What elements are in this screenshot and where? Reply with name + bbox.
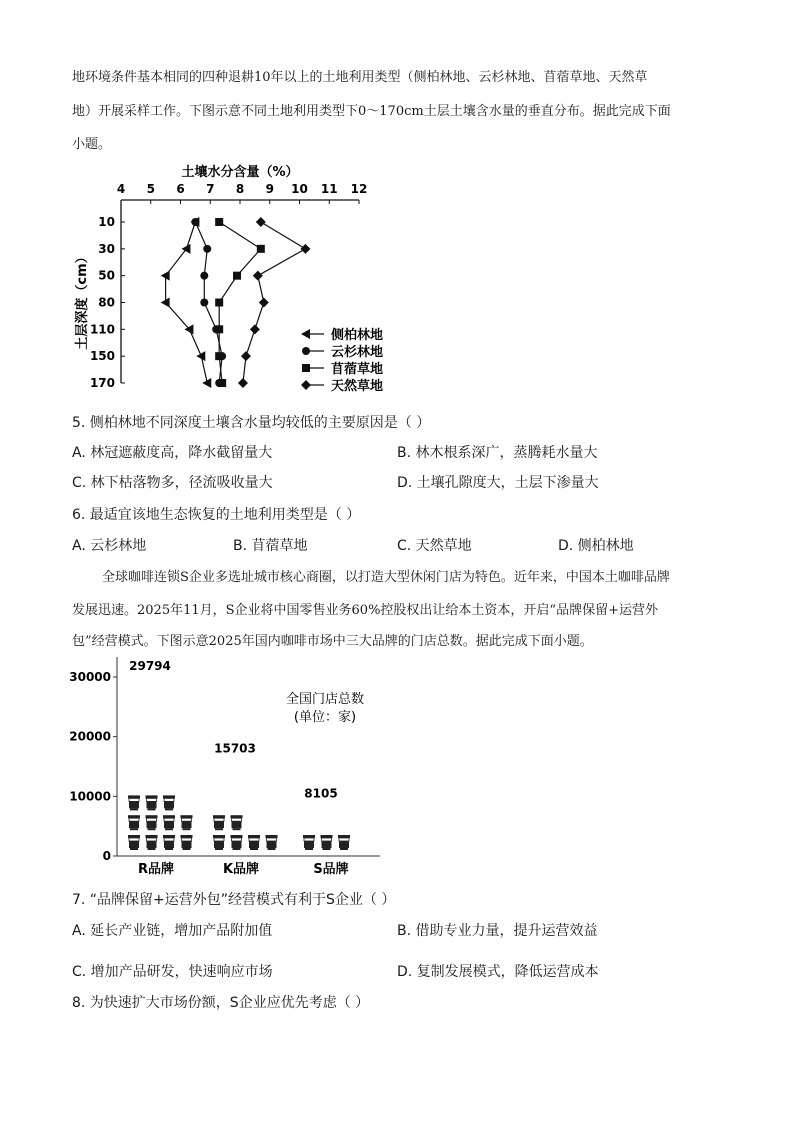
chart2-y-tick-label: 20000 [69, 729, 111, 744]
cup-base [268, 848, 276, 850]
coffee-cup-icon [146, 815, 158, 830]
cup-body [164, 841, 174, 848]
cup-base [215, 848, 223, 850]
coffee-cup-icon [213, 835, 225, 850]
q5-option-a[interactable]: A. 林冠遮蔽度高，降水截留量大 [72, 445, 273, 461]
cup-top [214, 838, 224, 841]
intro-line-3: 小题。 [72, 137, 112, 152]
cup-lid [128, 795, 140, 798]
chart2-bar [128, 795, 193, 850]
chart1-legend-label: 天然草地 [331, 379, 384, 394]
chart1-x-tick-label: 5 [146, 182, 155, 196]
cup-body [147, 821, 157, 828]
chart1-x-tick-label: 11 [320, 182, 338, 196]
chart1-data-point [238, 378, 248, 388]
chart2-y-tick-label: 10000 [69, 789, 111, 804]
q5-option-d[interactable]: D. 土壤孔隙度大，土层下渗量大 [397, 475, 599, 491]
coffee-cup-icon [266, 835, 278, 850]
chart1-title: 土壤水分含量（%） [181, 165, 299, 180]
cup-body [147, 801, 157, 808]
cup-top [147, 818, 157, 821]
cup-body [129, 801, 139, 808]
cup-lid [163, 795, 175, 798]
cup-base [183, 848, 191, 850]
cup-base [340, 848, 348, 850]
cup-lid [248, 835, 260, 838]
chart1-data-point [256, 217, 266, 227]
chart1-data-point [233, 272, 241, 280]
chart1-x-tick-label: 8 [235, 182, 245, 196]
chart1-y-tick-label: 10 [98, 215, 115, 229]
cup-lid [213, 835, 225, 838]
cup-body [232, 821, 242, 828]
chart1-y-tick-label: 80 [98, 295, 115, 310]
chart2-y-tick-label: 0 [102, 849, 111, 863]
cup-top [147, 798, 157, 801]
chart1-y-axis-label: 土层深度（cm） [75, 250, 90, 350]
chart2-bar [303, 835, 350, 850]
q6-option-b[interactable]: B. 苜蓿草地 [233, 538, 308, 554]
passage2-line-3: 包”经营模式。下图示意2025年国内咖啡市场中三大品牌的门店总数。据此完成下面小题。 [72, 634, 593, 649]
cup-base [130, 828, 138, 830]
cup-lid [128, 835, 140, 838]
chart1-legend-label: 苜蓿草地 [331, 362, 384, 377]
cup-lid [163, 835, 175, 838]
chart2-x-tick-label: S品牌 [313, 862, 349, 877]
chart1-legend-label: 侧柏林地 [331, 328, 384, 343]
cup-lid [303, 835, 315, 838]
chart1-data-point [181, 244, 190, 254]
chart1-series [161, 217, 311, 388]
cup-body [267, 841, 277, 848]
chart1-data-point [200, 272, 208, 280]
chart2-x-tick-label: K品牌 [222, 862, 260, 877]
q5-stem: 5. 侧柏林地不同深度土壤含水量均较低的主要原因是（ ） [72, 415, 431, 431]
store-count-chart [60, 655, 390, 880]
chart2-value-label: 15703 [214, 741, 256, 756]
chart2-title: 全国门店总数 [285, 692, 365, 707]
cup-body [129, 841, 139, 848]
cup-top [249, 838, 259, 841]
cup-body [249, 841, 259, 848]
cup-base [165, 848, 173, 850]
cup-body [304, 841, 314, 848]
cup-body [129, 821, 139, 828]
cup-top [182, 818, 192, 821]
cup-body [182, 841, 192, 848]
cup-base [148, 848, 156, 850]
cup-lid [146, 815, 158, 818]
cup-top [304, 838, 314, 841]
chart2-axes [69, 657, 380, 877]
chart1-data-point [300, 244, 310, 254]
chart1-y-tick-label: 170 [89, 376, 115, 390]
chart1-data-point [250, 324, 260, 334]
cup-lid [181, 835, 193, 838]
chart2-bar [213, 815, 278, 850]
coffee-cup-icon [231, 835, 243, 850]
cup-base [250, 848, 258, 850]
chart2-subtitle: (单位：家) [293, 710, 357, 725]
chart1-data-point [259, 298, 269, 308]
cup-base [148, 828, 156, 830]
cup-body [164, 821, 174, 828]
cup-base [130, 848, 138, 850]
cup-top [267, 838, 277, 841]
chart2-x-tick-label: R品牌 [137, 862, 175, 877]
chart1-data-point [215, 218, 223, 226]
chart2-value-label: 8105 [304, 786, 338, 801]
cup-body [164, 801, 174, 808]
chart1-legend-label: 云杉林地 [331, 345, 384, 360]
chart1-data-point [191, 218, 199, 226]
chart2-value-label: 29794 [129, 659, 171, 674]
cup-body [322, 841, 332, 848]
chart1-x-tick-label: 9 [265, 182, 274, 196]
chart1-legend-marker [301, 380, 311, 390]
cup-top [129, 838, 139, 841]
chart1-x-tick-label: 10 [291, 182, 308, 196]
cup-base [215, 828, 223, 830]
chart2-y-tick-label: 30000 [69, 670, 111, 684]
intro-line-2: 地）开展采样工作。下图示意不同土地利用类型下0～170cm土层土壤含水量的垂直分布。据此完成下面 [72, 104, 671, 119]
coffee-cup-icon [128, 835, 140, 850]
chart1-legend [301, 327, 383, 394]
chart1-x-tick-label: 12 [350, 182, 368, 196]
coffee-cup-icon [231, 815, 243, 830]
cup-lid [321, 835, 333, 838]
cup-body [232, 841, 242, 848]
q7-stem: 7. “品牌保留+运营外包”经营模式有利于S企业（ ） [72, 892, 396, 908]
coffee-cup-icon [338, 835, 350, 850]
cup-lid [128, 815, 140, 818]
chart1-x-tick-label: 6 [176, 182, 185, 196]
q5-option-b[interactable]: B. 林木根系深广，蒸腾耗水量大 [397, 445, 598, 461]
chart1-y-tick-label: 50 [98, 268, 115, 283]
soil-moisture-chart [60, 160, 420, 395]
chart1-data-point [215, 325, 223, 333]
coffee-cup-icon [128, 795, 140, 810]
chart1-data-point [196, 351, 205, 361]
coffee-cup-icon [181, 835, 193, 850]
cup-body [339, 841, 349, 848]
cup-top [214, 818, 224, 821]
chart1-legend-marker [302, 364, 310, 372]
chart1-data-point [203, 245, 211, 253]
cup-base [233, 848, 241, 850]
q6-option-a[interactable]: A. 云杉林地 [72, 538, 147, 554]
passage2-line-2: 发展迅速。2025年11月，S企业将中国零售业务60%控股权出让给本土资本，开启“品牌保留+运营外 [72, 603, 658, 618]
q6-option-d[interactable]: D. 侧柏林地 [558, 538, 634, 554]
chart1-data-point [257, 245, 265, 253]
cup-top [322, 838, 332, 841]
cup-base [148, 808, 156, 810]
chart1-series-line [219, 222, 261, 383]
chart1-data-point [253, 271, 263, 281]
chart2-bars [128, 659, 350, 850]
q7-option-a[interactable]: A. 延长产业链，增加产品附加值 [72, 923, 273, 939]
cup-base [323, 848, 331, 850]
cup-base [165, 808, 173, 810]
cup-top [182, 838, 192, 841]
intro-line-1: 地环境条件基本相同的四种退耕10年以上的土地利用类型（侧柏林地、云杉林地、苜蓿草地、天然草 [72, 70, 648, 85]
cup-top [339, 838, 349, 841]
q7-option-c[interactable]: C. 增加产品研发，快速响应市场 [72, 964, 273, 980]
cup-lid [266, 835, 278, 838]
cup-top [232, 818, 242, 821]
cup-body [147, 841, 157, 848]
coffee-cup-icon [213, 815, 225, 830]
coffee-cup-icon [163, 795, 175, 810]
cup-base [165, 828, 173, 830]
cup-top [147, 838, 157, 841]
cup-top [129, 818, 139, 821]
cup-top [232, 838, 242, 841]
coffee-cup-icon [146, 795, 158, 810]
chart1-data-point [241, 351, 251, 361]
cup-lid [181, 815, 193, 818]
chart1-legend-marker [301, 329, 310, 339]
chart1-legend-marker [302, 347, 310, 355]
coffee-cup-icon [303, 835, 315, 850]
cup-base [305, 848, 313, 850]
cup-top [164, 818, 174, 821]
cup-lid [146, 795, 158, 798]
q7-option-b[interactable]: B. 借助专业力量，提升运营效益 [397, 923, 598, 939]
cup-lid [231, 815, 243, 818]
cup-lid [146, 835, 158, 838]
cup-body [182, 821, 192, 828]
cup-top [164, 798, 174, 801]
cup-base [233, 828, 241, 830]
coffee-cup-icon [248, 835, 260, 850]
q8-stem: 8. 为快速扩大市场份额，S企业应优先考虑（ ） [72, 995, 370, 1011]
chart1-data-point [215, 299, 223, 307]
coffee-cup-icon [163, 835, 175, 850]
q6-option-c[interactable]: C. 天然草地 [397, 538, 472, 554]
chart1-data-point [218, 379, 226, 387]
cup-body [214, 841, 224, 848]
cup-body [214, 821, 224, 828]
chart1-data-point [200, 299, 208, 307]
cup-base [130, 808, 138, 810]
coffee-cup-icon [321, 835, 333, 850]
cup-lid [338, 835, 350, 838]
cup-top [129, 798, 139, 801]
q5-option-c[interactable]: C. 林下枯落物多，径流吸收量大 [72, 475, 273, 491]
passage2-line-1: 全球咖啡连锁S企业多选址城市核心商圈，以打造大型休闲门店为特色。近年来，中国本土咖啡品牌 [102, 570, 670, 585]
q6-stem: 6. 最适宜该地生态恢复的土地利用类型是（ ） [72, 507, 361, 523]
coffee-cup-icon [163, 815, 175, 830]
cup-base [183, 828, 191, 830]
chart1-y-tick-label: 150 [89, 349, 115, 364]
chart1-data-point [215, 352, 223, 360]
cup-lid [163, 815, 175, 818]
cup-lid [231, 835, 243, 838]
chart1-y-tick-label: 110 [89, 322, 115, 337]
cup-lid [213, 815, 225, 818]
q7-option-d[interactable]: D. 复制发展模式，降低运营成本 [397, 964, 599, 980]
chart1-axes [90, 182, 367, 390]
chart1-x-tick-label: 4 [116, 182, 126, 196]
coffee-cup-icon [128, 815, 140, 830]
coffee-cup-icon [181, 815, 193, 830]
cup-top [164, 838, 174, 841]
chart1-series-line [243, 222, 305, 383]
coffee-cup-icon [146, 835, 158, 850]
chart1-x-tick-label: 7 [206, 182, 215, 196]
chart1-y-tick-label: 30 [98, 241, 115, 256]
